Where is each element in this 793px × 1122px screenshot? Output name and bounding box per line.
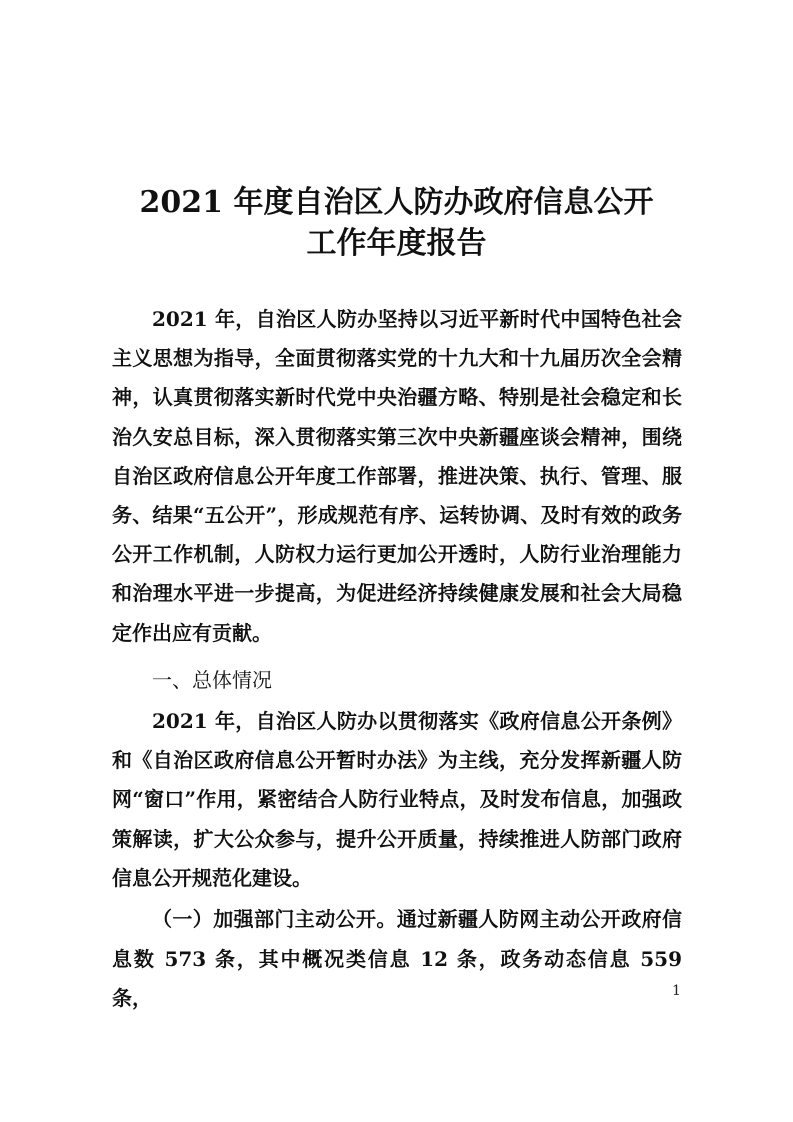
report-title-line-2: 工作年度报告 xyxy=(306,226,487,261)
overview-paragraph: 2021 年，自治区人防办以贯彻落实《政府信息公开条例》和《自治区政府信息公开暂时办法》为主线，充分发挥新疆人防网“窗口”作用，紧密结合人防行业特点，及时发布信息，加强政策解读，扩大公众参与，提升公开质量，持续推进人防部门政府信息公开规范化建设。 xyxy=(112,709,682,890)
page-number: 1 xyxy=(672,983,681,999)
active-disclosure-text: 通过新疆人防网主动公开政府信息数 573 条，其中概况类信息 12 条，政务动态信息 559 条， xyxy=(112,907,683,1010)
section-heading-overview: 一、总体情况 xyxy=(152,668,272,692)
report-title-line-1: 2021 年度自治区人防办政府信息公开 xyxy=(139,185,654,220)
active-disclosure-lead: （一）加强部门主动公开。 xyxy=(152,907,397,931)
active-disclosure-paragraph xyxy=(112,900,682,1019)
intro-paragraph: 2021 年，自治区人防办坚持以习近平新时代中国特色社会主义思想为指导，全面贯彻落实党的十九大和十九届历次全会精神，认真贯彻落实新时代党中央治疆方略、特别是社会稳定和长治久安总目标，深入贯彻落实第三次中央新疆座谈会精神，围绕自治区政府信息公开年度工作部署，推进决策、执行、管理、服务、结果“五公开”，形成规范有序、运转协调、及时有效的政务公开工作机制，人防权力运行更加公开透时，人防行业治理能力和治理水平进一步提高，为促进经济持续健康发展和社会大局稳定作出应有贡献。 xyxy=(112,307,682,645)
